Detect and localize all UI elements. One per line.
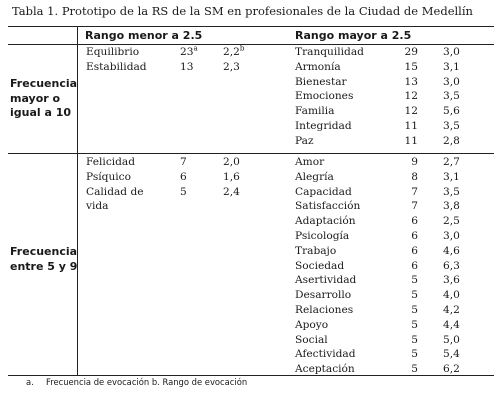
cell-word: Afectividad [295, 348, 356, 361]
cell-frequency: 5 [411, 304, 418, 316]
cell-rank-text: 2,0 [223, 156, 240, 168]
cell-word [86, 186, 144, 198]
superscript-mark: b [239, 44, 245, 53]
cell-word: Psicología [295, 230, 350, 242]
cell-rank-text: 2,3 [223, 60, 240, 73]
cell-frequency [180, 46, 198, 58]
group-label-line: igual a 10 [10, 106, 72, 119]
cell-rank-text: 1,6 [223, 170, 240, 183]
cell-frequency: 12 [404, 90, 418, 103]
cell-frequency [180, 171, 187, 183]
cell-rank: 4,2 [443, 304, 460, 316]
cell-word [86, 200, 108, 212]
cell-frequency: 9 [411, 156, 418, 168]
cell-frequency-text: 5 [180, 185, 187, 198]
cell-rank: 3,5 [443, 185, 460, 198]
cell-word [86, 156, 135, 168]
cell-frequency: 5 [411, 289, 418, 302]
group-separator-rule [8, 153, 494, 154]
cell-frequency: 5 [411, 318, 418, 331]
cell-frequency: 5 [411, 333, 418, 346]
cell-frequency: 11 [404, 120, 418, 132]
cell-word: Adaptación [295, 215, 356, 228]
cell-rank: 2,7 [443, 156, 460, 168]
cell-word-text: vida [86, 200, 109, 213]
cell-word: Asertividad [295, 274, 357, 287]
cell-rank: 5,6 [443, 105, 460, 118]
cell-frequency: 5 [411, 274, 418, 287]
cell-rank [223, 46, 244, 58]
group-label-line: Frecuencia [10, 77, 78, 90]
cell-rank: 5,4 [443, 348, 460, 361]
cell-rank: 3,1 [443, 60, 460, 73]
cell-rank-text: 2,2 [223, 46, 240, 58]
cell-rank: 3,8 [443, 200, 460, 213]
cell-word-text: Estabilidad [86, 60, 147, 73]
cell-word: Trabajo [295, 244, 337, 257]
column-divider [77, 27, 78, 153]
cell-word: Tranquilidad [295, 46, 364, 58]
group-label-high-frequency [10, 77, 77, 121]
cell-word-text: Psíquico [86, 170, 131, 183]
cell-rank [223, 186, 240, 198]
cell-rank [223, 171, 240, 183]
cell-frequency: 5 [411, 348, 418, 361]
cell-frequency-text: 7 [180, 156, 187, 168]
cell-rank: 3,5 [443, 120, 460, 132]
cell-frequency: 11 [404, 134, 418, 147]
cell-word: Armonía [295, 60, 341, 73]
cell-frequency: 6 [411, 230, 418, 242]
cell-frequency: 7 [411, 200, 418, 213]
cell-rank: 4,0 [443, 289, 460, 302]
cell-rank: 2,8 [443, 134, 460, 147]
cell-rank: 2,5 [443, 215, 460, 228]
cell-frequency: 29 [404, 46, 418, 58]
cell-word: Social [295, 333, 328, 346]
cell-word: Familia [295, 105, 335, 118]
cell-frequency: 6 [411, 244, 418, 257]
cell-word [86, 171, 131, 183]
cell-word: Desarrollo [295, 289, 352, 302]
cell-word-text: Calidad de [86, 185, 144, 198]
cell-word [86, 61, 147, 73]
cell-rank: 4,4 [443, 318, 460, 331]
cell-frequency: 5 [411, 363, 418, 376]
bottom-rule [8, 375, 494, 376]
cell-frequency-text: 6 [180, 170, 187, 183]
cell-rank: 3,0 [443, 75, 460, 88]
cell-word: Integridad [295, 120, 352, 132]
cell-rank: 3,6 [443, 274, 460, 287]
header-rule [8, 44, 494, 45]
cell-rank-text: 2,4 [223, 185, 240, 198]
cell-word: Apoyo [295, 318, 329, 331]
group-label-line: mayor o [10, 91, 61, 105]
superscript-mark: a [193, 44, 198, 53]
header-rango-menor: Rango menor a 2.5 [85, 29, 203, 42]
cell-word: Paz [295, 134, 314, 147]
group-label-mid-frequency [10, 245, 77, 274]
cell-word: Satisfacción [295, 200, 361, 213]
cell-frequency: 6 [411, 259, 418, 272]
cell-rank [223, 156, 240, 168]
cell-word: Aceptación [295, 363, 355, 376]
cell-rank [223, 61, 240, 73]
cell-rank: 4,6 [443, 244, 460, 257]
cell-rank: 5,0 [443, 333, 460, 346]
footnote-mark: a. [26, 377, 34, 387]
cell-frequency-text: 13 [180, 60, 194, 73]
cell-frequency [180, 186, 187, 198]
header-rango-mayor: Rango mayor a 2.5 [295, 29, 412, 42]
table-footnote [26, 377, 247, 387]
cell-word: Sociedad [295, 259, 345, 272]
cell-word [86, 46, 139, 58]
cell-word: Amor [295, 156, 325, 168]
cell-frequency [180, 156, 187, 168]
cell-frequency: 6 [411, 215, 418, 228]
cell-frequency [180, 61, 193, 73]
footnote-text: Frecuencia de evocación b. Rango de evocación [46, 377, 248, 387]
cell-word-text: Equilibrio [86, 46, 140, 58]
cell-word: Capacidad [295, 185, 352, 198]
table-title: Tabla 1. Prototipo de la RS de la SM en profesionales de la Ciudad de Medellín [12, 4, 473, 18]
cell-word: Bienestar [295, 75, 347, 88]
cell-rank: 6,3 [443, 259, 460, 272]
cell-rank: 6,2 [443, 363, 460, 376]
cell-frequency: 15 [404, 60, 418, 73]
group-label-line: Frecuencia [10, 245, 78, 258]
cell-frequency: 13 [404, 75, 418, 88]
cell-word-text: Felicidad [86, 156, 136, 168]
cell-frequency: 7 [411, 185, 418, 198]
cell-frequency-text: 23 [180, 46, 194, 58]
cell-word: Alegría [295, 170, 334, 183]
cell-frequency: 12 [404, 105, 418, 118]
cell-word: Emociones [295, 90, 354, 103]
cell-rank: 3,1 [443, 170, 460, 183]
cell-frequency: 8 [411, 170, 418, 183]
top-rule [8, 26, 494, 27]
cell-rank: 3,5 [443, 90, 460, 103]
cell-rank: 3,0 [443, 230, 460, 242]
cell-word: Relaciones [295, 304, 354, 316]
group-label-line: entre 5 y 9 [10, 259, 78, 273]
cell-rank: 3,0 [443, 46, 460, 58]
